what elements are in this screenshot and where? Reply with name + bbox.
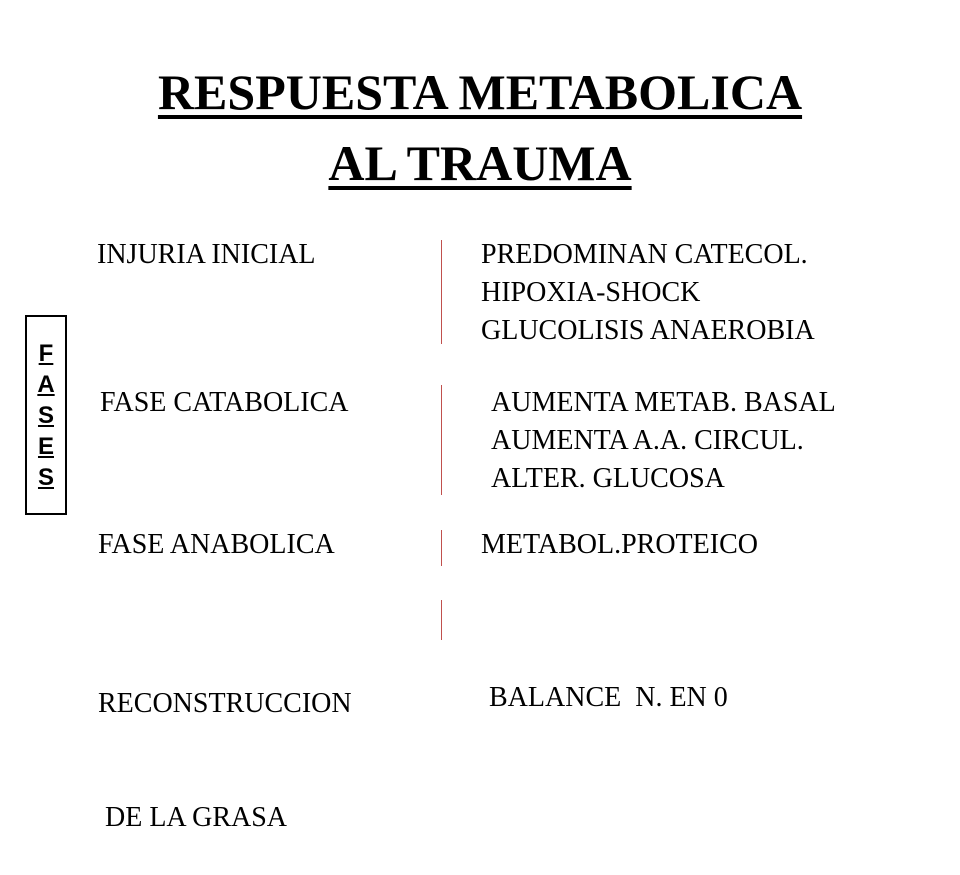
phase-details-fase-catabolica (491, 384, 836, 498)
phase-divider (441, 530, 442, 566)
fases-letter: F (38, 339, 54, 367)
slide-title-line-1: RESPUESTA METABOLICA (157, 64, 803, 120)
fases-letter: E (37, 432, 54, 460)
phase-label-fase-catabolica: FASE CATABOLICA (100, 387, 349, 418)
phase-divider (441, 385, 442, 495)
phase-label-injuria-inicial: INJURIA INICIAL (97, 239, 316, 270)
phase-label-reconstruccion-de-la-grasa: RECONSTRUCCION DE LA GRASA (98, 688, 352, 833)
phase-details-reconstruccion-de-la-grasa (489, 603, 728, 755)
slide-title-line-2: AL TRAUMA (328, 135, 632, 191)
detail-line: PREDOMINAN CATECOL. (481, 239, 808, 270)
detail-line: AUMENTA METAB. BASAL (491, 387, 836, 418)
fases-side-label (25, 315, 67, 515)
detail-line: METABOL.PROTEICO (481, 529, 758, 560)
detail-line: GLUCOLISIS ANAEROBIA (481, 315, 815, 346)
phase-details-injuria-inicial (481, 236, 815, 350)
fases-letter: A (37, 370, 55, 398)
phase-divider (441, 600, 442, 640)
phase-label-fase-anabolica: FASE ANABOLICA (98, 529, 335, 560)
detail-line: BALANCE N. EN 0 (489, 682, 728, 713)
detail-line: HIPOXIA-SHOCK (481, 277, 701, 308)
phase-divider (441, 240, 442, 344)
fases-letter: S (37, 401, 54, 429)
fases-letter: S (37, 463, 54, 491)
detail-line: AUMENTA A.A. CIRCUL. (491, 425, 804, 456)
phase-details-fase-anabolica (481, 526, 758, 564)
detail-line: ALTER. GLUCOSA (491, 463, 725, 494)
